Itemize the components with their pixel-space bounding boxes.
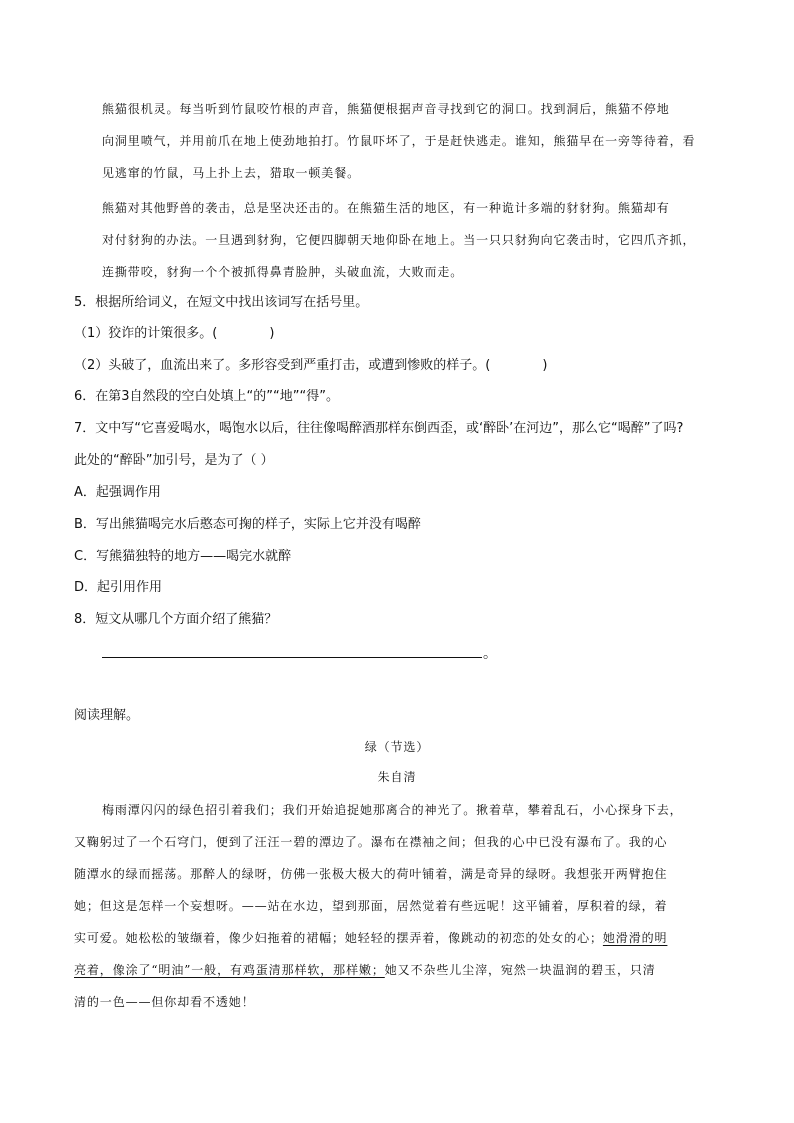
question-6: 6．在第3自然段的空白处填上“的”“地”“得”。: [74, 389, 339, 404]
article-line-2: 又鞠躬过了一个石穹门，便到了汪汪一碧的潭边了。瀑布在襟袖之间；但我的心中已没有瀑布了。我的心: [74, 835, 668, 849]
question-8: 8．短文从哪几个方面介绍了熊猫？: [74, 612, 278, 627]
article-title: 绿（节选）: [364, 740, 430, 754]
article-line-5: [74, 928, 667, 948]
article-line-5-text: 实可爱。她松松的皱缬着，像少妇拖着的裙幅；她轻轻的摆弄着，像跳动的初恋的处女的心；: [74, 931, 603, 945]
option-c: C．写熊猫独特的地方——喝完水就醉: [74, 549, 292, 564]
article-line-6: [74, 960, 656, 980]
answer-blank-line: [102, 657, 482, 658]
answer-period: 。: [483, 646, 497, 662]
question-5-2: （2）头破了，血流出来了。多形容受到严重打击，或遭到惨败的样子。( ): [74, 358, 548, 373]
article-line-4: 她；但这是怎样一个妄想呀。——站在水边，望到那面，居然觉着有些远呢！这平铺着，厚积着的绿，着: [74, 899, 668, 913]
article-line-1: 梅雨潭闪闪的绿色招引着我们；我们开始追捉她那离合的神光了。揪着草，攀着乱石，小心探身下去，: [102, 803, 683, 817]
article-author: 朱自清: [377, 770, 417, 784]
section-heading: 阅读理解。: [74, 708, 140, 723]
article-line-7: 清的一色——但你却看不透她！: [74, 995, 255, 1009]
question-5: 5．根据所给词义，在短文中找出该词写在括号里。: [74, 295, 369, 310]
passage-p1-line1: 熊猫很机灵。每当听到竹鼠咬竹根的声音，熊猫便根据声音寻找到它的洞口。找到洞后，熊猫不停地: [102, 102, 670, 116]
question-7-line1: 7．文中写“它喜爱喝水，喝饱水以后，往往像喝醉酒那样东倒西歪，或‘醉卧’在河边”，那么它“喝醉”了吗?: [74, 421, 684, 436]
passage-p1-line3: 见逃窜的竹鼠，马上扑上去，猎取一顿美餐。: [102, 166, 361, 180]
passage-p2-line3: 连撕带咬，豺狗一个个被抓得鼻青脸肿，头破血流，大败而走。: [102, 265, 464, 279]
question-5-1: （1）狡诈的计策很多。( ): [74, 326, 275, 341]
article-line-5-underlined: 她滑滑的明: [602, 931, 668, 945]
passage-p2-line1: 熊猫对其他野兽的袭击，总是坚决还击的。在熊猫生活的地区，有一种诡计多端的豺豺狗。熊猫却有: [102, 201, 670, 215]
option-b: B．写出熊猫喝完水后憨态可掬的样子，实际上它并没有喝醉: [74, 517, 421, 532]
article-line-6-text: 她又不杂些儿尘滓，宛然一块温润的碧玉，只清: [384, 963, 656, 977]
article-line-6-underlined: 亮着，像涂了“明油”一般，有鸡蛋清那样软，那样嫩；: [74, 963, 385, 977]
passage-p1-line2: 向洞里喷气，并用前爪在地上使劲地拍打。竹鼠吓坏了，于是赶快逃走。谁知，熊猫早在一旁等待着，看: [102, 134, 696, 148]
article-line-3: 随潭水的绿而摇荡。那醉人的绿呀，仿佛一张极大极大的荷叶铺着，满是奇异的绿呀。我想张开两臂抱住: [74, 867, 668, 881]
question-7-line2: 此处的“醉卧”加引号，是为了（ ）: [74, 453, 274, 468]
option-d: D．起引用作用: [74, 580, 163, 595]
option-a: A．起强调作用: [74, 485, 161, 500]
passage-p2-line2: 对付豺狗的办法。一旦遇到豺狗，它便四脚朝天地仰卧在地上。当一只只豺狗向它袭击时，它四爪齐抓，: [102, 233, 696, 247]
